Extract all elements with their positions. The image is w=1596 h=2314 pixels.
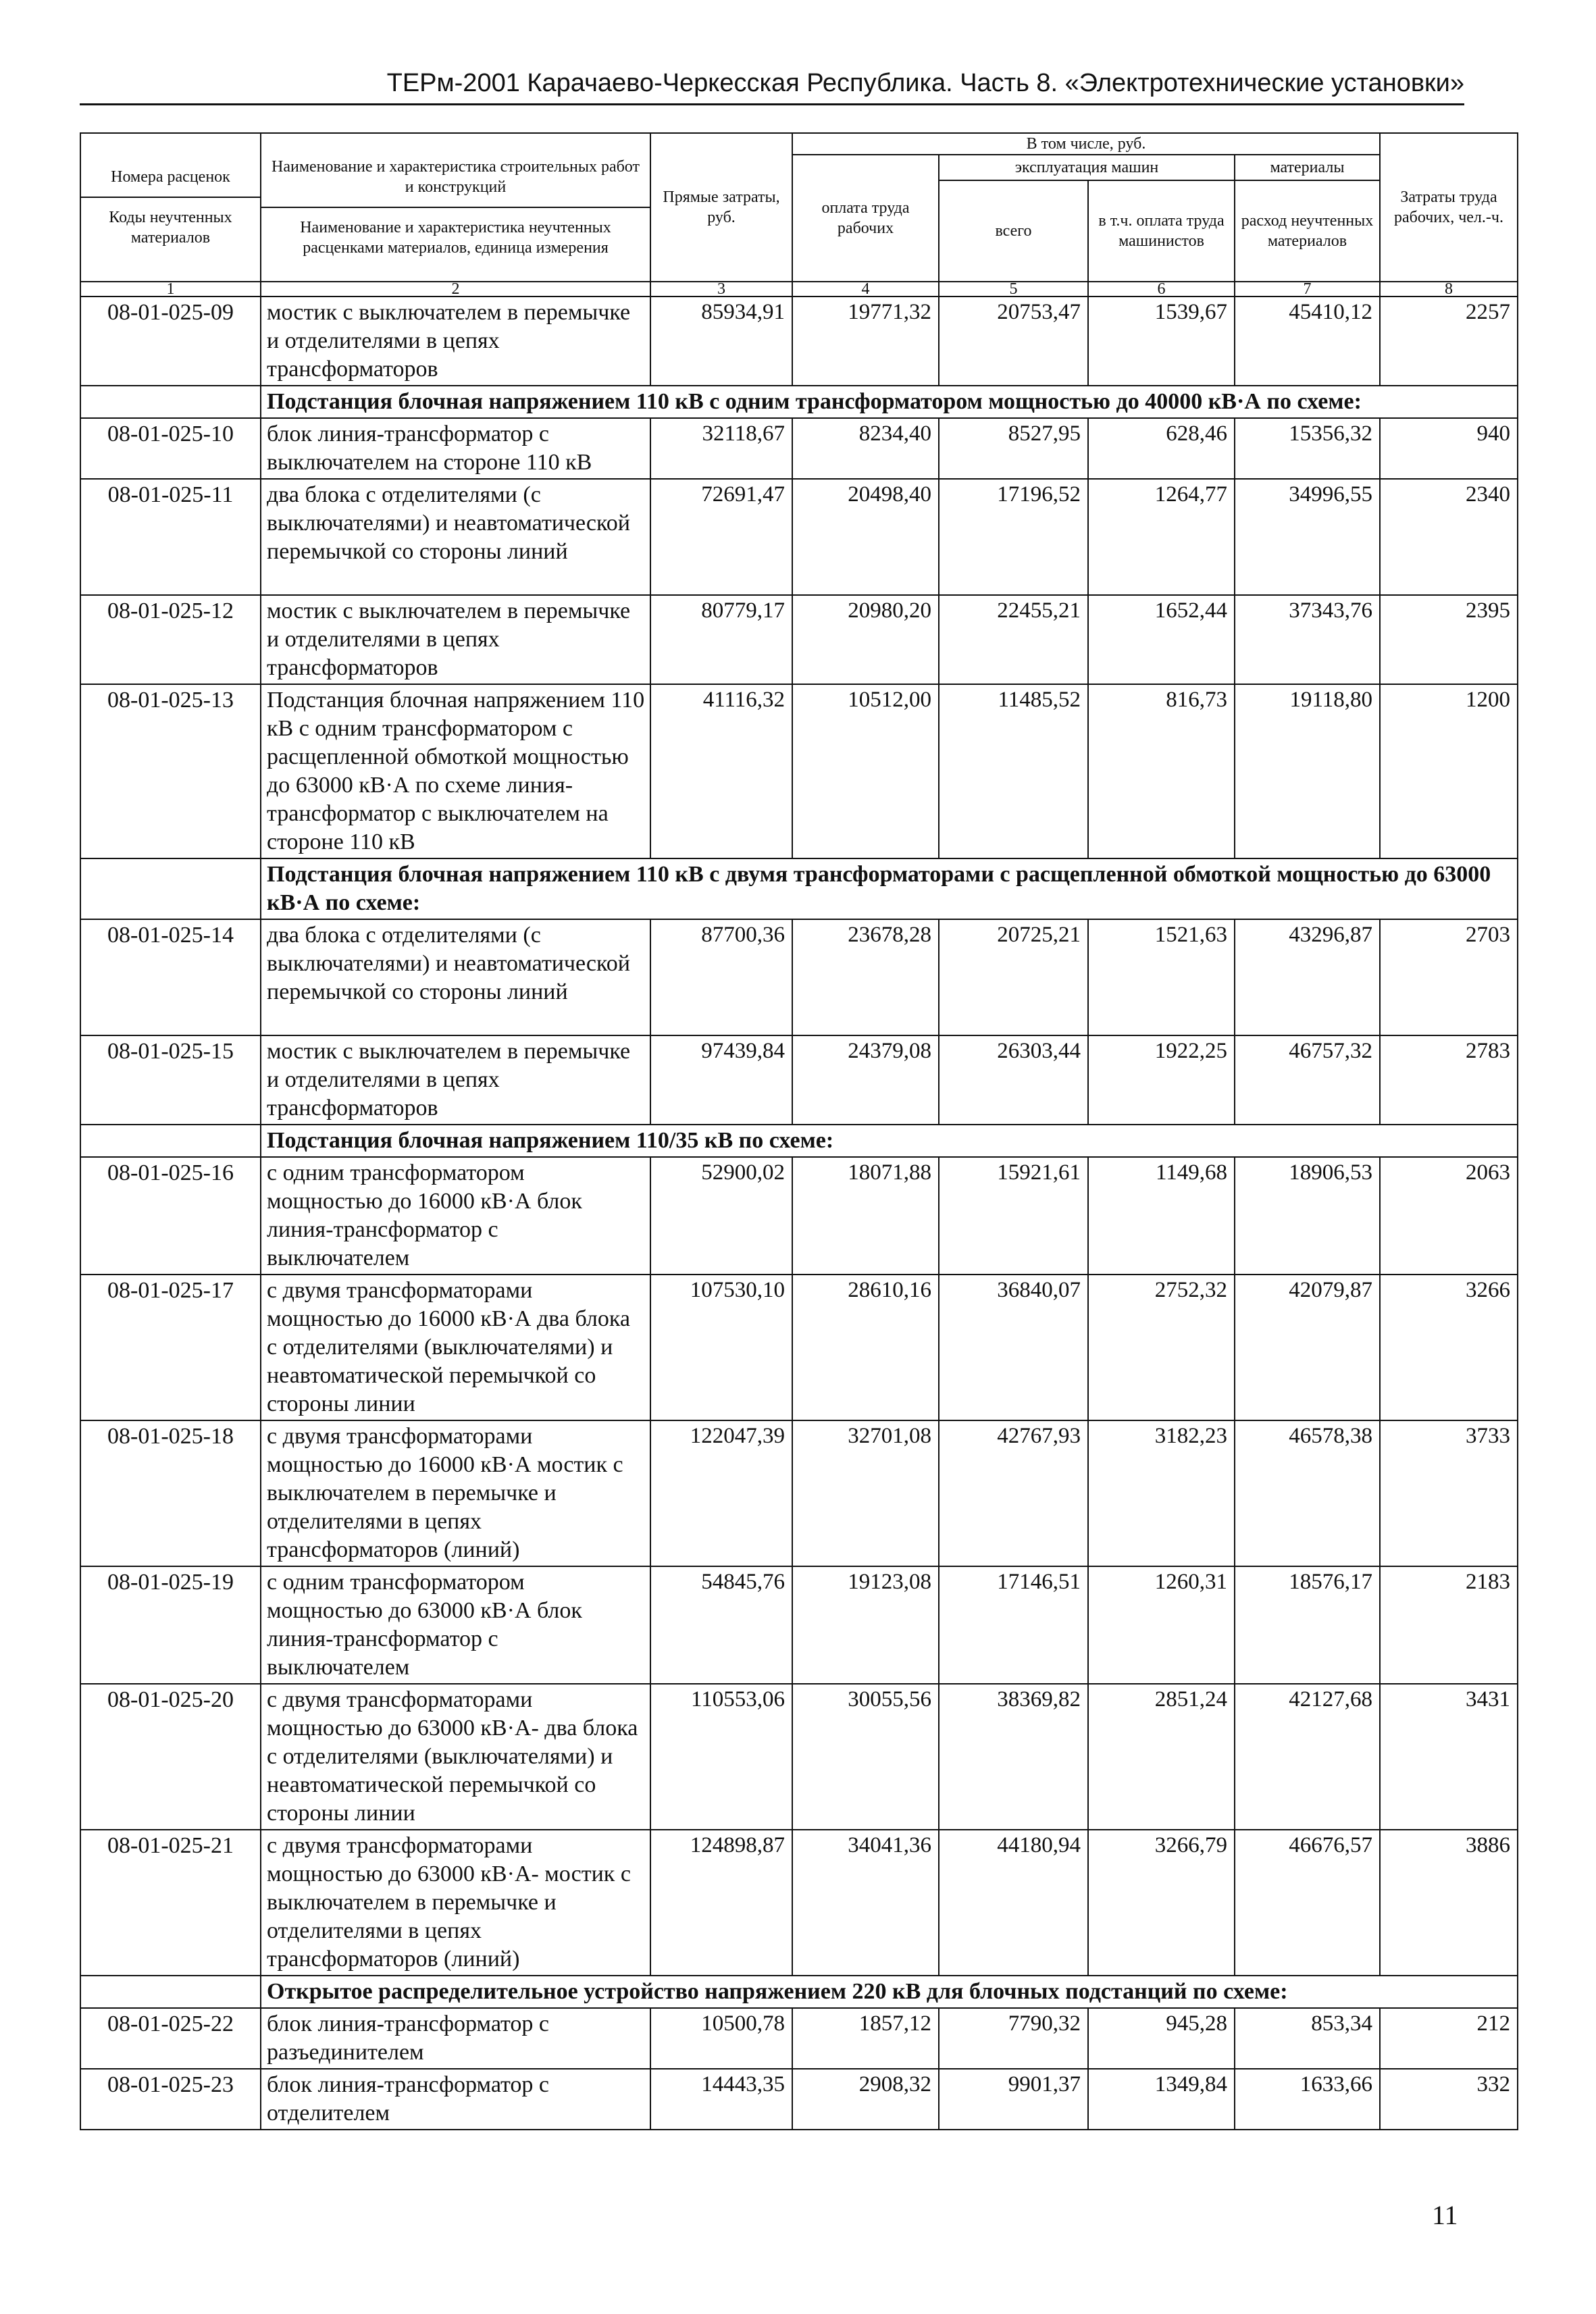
rate-code: 08-01-025-21 (80, 1830, 261, 1976)
labor-pay-cell: 28610,16 (792, 1275, 939, 1420)
labor-hours-cell: 2703 (1380, 919, 1518, 1035)
rate-code: 08-01-025-11 (80, 479, 261, 595)
labor-hours-cell: 3886 (1380, 1830, 1518, 1976)
machines-total-cell: 17196,52 (939, 479, 1088, 595)
labor-hours-cell: 332 (1380, 2069, 1518, 2130)
work-description: с двумя трансформаторами мощностью до 16000 кВ·А два блока с отделителями (выключателями) и неавтоматической перемычкой со стороны линии (261, 1275, 650, 1420)
section-row (80, 1976, 1518, 2008)
section-title: Подстанция блочная напряжением 110 кВ с одним трансформатором мощностью до 40000 кВ·А по схеме: (261, 386, 1518, 418)
rate-code: 08-01-025-16 (80, 1157, 261, 1275)
labor-pay-cell: 10512,00 (792, 684, 939, 858)
direct-costs-cell: 124898,87 (650, 1830, 792, 1976)
rate-code: 08-01-025-17 (80, 1275, 261, 1420)
section-spacer-cell (80, 1125, 261, 1157)
work-description: два блока с отделителями (с выключателями) и неавтоматической перемычкой со стороны линий (261, 479, 650, 595)
rate-code: 08-01-025-14 (80, 919, 261, 1035)
table-row (80, 595, 1518, 684)
labor-pay-cell: 1857,12 (792, 2008, 939, 2069)
machinist-pay-cell: 1149,68 (1088, 1157, 1235, 1275)
table-row (80, 919, 1518, 1035)
materials-cell: 46757,32 (1235, 1035, 1380, 1125)
machines-total-cell: 17146,51 (939, 1566, 1088, 1684)
materials-cell: 46578,38 (1235, 1420, 1380, 1566)
table-row (80, 2008, 1518, 2069)
section-title: Подстанция блочная напряжением 110/35 кВ по схеме: (261, 1125, 1518, 1157)
materials-cell: 42079,87 (1235, 1275, 1380, 1420)
direct-costs-cell: 87700,36 (650, 919, 792, 1035)
rate-code: 08-01-025-09 (80, 297, 261, 386)
col-number: 6 (1088, 282, 1235, 297)
col-number: 1 (80, 282, 261, 297)
materials-cell: 46676,57 (1235, 1830, 1380, 1976)
rate-code: 08-01-025-13 (80, 684, 261, 858)
labor-hours-cell: 2395 (1380, 595, 1518, 684)
labor-hours-cell: 3733 (1380, 1420, 1518, 1566)
labor-hours-cell: 212 (1380, 2008, 1518, 2069)
direct-costs-cell: 54845,76 (650, 1566, 792, 1684)
work-description: мостик с выключателем в перемычке и отделителями в цепях трансформаторов (261, 595, 650, 684)
including-header: В том числе, руб. (792, 133, 1380, 155)
direct-costs-cell: 41116,32 (650, 684, 792, 858)
machines-total-cell: 42767,93 (939, 1420, 1088, 1566)
table-row (80, 2069, 1518, 2130)
work-description: с двумя трансформаторами мощностью до 63000 кВ·А- мостик с выключателем в перемычке и отделителями в цепях трансформаторов (линий) (261, 1830, 650, 1976)
section-row (80, 1125, 1518, 1157)
machinist-pay-cell: 1260,31 (1088, 1566, 1235, 1684)
labor-pay-header: оплата труда рабочих (792, 155, 939, 282)
machines-total-cell: 22455,21 (939, 595, 1088, 684)
machines-total-cell: 11485,52 (939, 684, 1088, 858)
work-description: мостик с выключателем в перемычке и отделителями в цепях трансформаторов (261, 297, 650, 386)
section-row (80, 858, 1518, 919)
work-description: с двумя трансформаторами мощностью до 63000 кВ·А- два блока с отделителями (выключателями) и неавтоматической перемычкой со стороны линии (261, 1684, 650, 1830)
machines-total-cell: 36840,07 (939, 1275, 1088, 1420)
machines-total-cell: 8527,95 (939, 418, 1088, 479)
section-spacer-cell (80, 1976, 261, 2008)
labor-pay-cell: 32701,08 (792, 1420, 939, 1566)
table-row (80, 1420, 1518, 1566)
direct-costs-cell: 80779,17 (650, 595, 792, 684)
direct-costs-cell: 122047,39 (650, 1420, 792, 1566)
rate-code: 08-01-025-10 (80, 418, 261, 479)
rate-code: 08-01-025-23 (80, 2069, 261, 2130)
materials-cell: 1633,66 (1235, 2069, 1380, 2130)
labor-pay-cell: 24379,08 (792, 1035, 939, 1125)
direct-costs-cell: 32118,67 (650, 418, 792, 479)
table-row (80, 479, 1518, 595)
machinist-pay-cell: 1652,44 (1088, 595, 1235, 684)
table-row (80, 1684, 1518, 1830)
section-spacer-cell (80, 386, 261, 418)
direct-costs-cell: 14443,35 (650, 2069, 792, 2130)
direct-costs-cell: 97439,84 (650, 1035, 792, 1125)
table-row (80, 1035, 1518, 1125)
work-name-header: Наименование и характеристика строительных работ и конструкций Наименование и характеристика неучтенных расценками материалов, единица измерения (261, 133, 650, 282)
direct-costs-cell: 52900,02 (650, 1157, 792, 1275)
machinist-pay-cell: 2851,24 (1088, 1684, 1235, 1830)
work-description: блок линия-трансформатор с разъединителем (261, 2008, 650, 2069)
materials-cell: 853,34 (1235, 2008, 1380, 2069)
labor-costs-header: Затраты труда рабочих, чел.-ч. (1380, 133, 1518, 282)
labor-hours-cell: 2783 (1380, 1035, 1518, 1125)
direct-costs-cell: 85934,91 (650, 297, 792, 386)
direct-costs-cell: 10500,78 (650, 2008, 792, 2069)
rate-code: 08-01-025-12 (80, 595, 261, 684)
work-description: блок линия-трансформатор с выключателем на стороне 110 кВ (261, 418, 650, 479)
labor-hours-cell: 2063 (1380, 1157, 1518, 1275)
table-row (80, 1275, 1518, 1420)
page-header: ТЕРм-2001 Карачаево-Черкесская Республика. Часть 8. «Электротехнические установки» (80, 69, 1464, 105)
rate-code: 08-01-025-15 (80, 1035, 261, 1125)
labor-hours-cell: 2257 (1380, 297, 1518, 386)
section-spacer-cell (80, 858, 261, 919)
machines-total-cell: 7790,32 (939, 2008, 1088, 2069)
labor-pay-cell: 34041,36 (792, 1830, 939, 1976)
col-number: 4 (792, 282, 939, 297)
table-row (80, 1830, 1518, 1976)
machines-total-cell: 15921,61 (939, 1157, 1088, 1275)
machines-total-cell: 26303,44 (939, 1035, 1088, 1125)
machines-header: эксплуатация машин (939, 155, 1235, 180)
machinist-pay-cell: 945,28 (1088, 2008, 1235, 2069)
machinist-pay-cell: 2752,32 (1088, 1275, 1235, 1420)
rate-code: 08-01-025-19 (80, 1566, 261, 1684)
machinist-pay-cell: 1521,63 (1088, 919, 1235, 1035)
materials-cell: 15356,32 (1235, 418, 1380, 479)
materials-cell: 37343,76 (1235, 595, 1380, 684)
machines-total-cell: 20725,21 (939, 919, 1088, 1035)
col-number: 7 (1235, 282, 1380, 297)
labor-pay-cell: 20980,20 (792, 595, 939, 684)
col-number: 5 (939, 282, 1088, 297)
machinist-pay-cell: 1922,25 (1088, 1035, 1235, 1125)
work-description: Подстанция блочная напряжением 110 кВ с одним трансформатором с расщепленной обмоткой мощностью до 63000 кВ·А по схеме линия-трансформатор с выключателем на стороне 110 кВ (261, 684, 650, 858)
section-title: Подстанция блочная напряжением 110 кВ с двумя трансформаторами с расщепленной обмоткой мощностью до 63000 кВ·А по схеме: (261, 858, 1518, 919)
machinist-pay-header: в т.ч. оплата труда машинистов (1088, 180, 1235, 282)
labor-pay-cell: 18071,88 (792, 1157, 939, 1275)
col-number: 8 (1380, 282, 1518, 297)
col-number: 2 (261, 282, 650, 297)
labor-hours-cell: 2340 (1380, 479, 1518, 595)
table-row (80, 418, 1518, 479)
materials-cell: 43296,87 (1235, 919, 1380, 1035)
machines-total-cell: 38369,82 (939, 1684, 1088, 1830)
work-description: мостик с выключателем в перемычке и отделителями в цепях трансформаторов (261, 1035, 650, 1125)
table-body (80, 282, 1518, 2130)
materials-cell: 34996,55 (1235, 479, 1380, 595)
section-row (80, 386, 1518, 418)
machinist-pay-cell: 1539,67 (1088, 297, 1235, 386)
labor-pay-cell: 8234,40 (792, 418, 939, 479)
rate-code: 08-01-025-18 (80, 1420, 261, 1566)
labor-hours-cell: 1200 (1380, 684, 1518, 858)
labor-pay-cell: 19123,08 (792, 1566, 939, 1684)
direct-costs-cell: 110553,06 (650, 1684, 792, 1830)
materials-cell: 19118,80 (1235, 684, 1380, 858)
machinist-pay-cell: 816,73 (1088, 684, 1235, 858)
machinist-pay-cell: 3266,79 (1088, 1830, 1235, 1976)
rates-table (80, 132, 1518, 2130)
machinist-pay-cell: 1349,84 (1088, 2069, 1235, 2130)
table-row (80, 1157, 1518, 1275)
col-number: 3 (650, 282, 792, 297)
labor-hours-cell: 3431 (1380, 1684, 1518, 1830)
direct-costs-header: Прямые затраты, руб. (650, 133, 792, 282)
labor-hours-cell: 2183 (1380, 1566, 1518, 1684)
column-numbers-row (80, 282, 1518, 297)
materials-cell: 45410,12 (1235, 297, 1380, 386)
materials-cell: 18576,17 (1235, 1566, 1380, 1684)
labor-pay-cell: 20498,40 (792, 479, 939, 595)
rate-code: 08-01-025-22 (80, 2008, 261, 2069)
work-description: с двумя трансформаторами мощностью до 16000 кВ·А мостик с выключателем в перемычке и отделителями в цепях трансформаторов (линий) (261, 1420, 650, 1566)
labor-pay-cell: 19771,32 (792, 297, 939, 386)
work-description: с одним трансформатором мощностью до 16000 кВ·А блок линия-трансформатор с выключателем (261, 1157, 650, 1275)
machines-total-cell: 9901,37 (939, 2069, 1088, 2130)
table-row (80, 1566, 1518, 1684)
unaccounted-materials-header: расход неучтенных материалов (1235, 180, 1380, 282)
work-description: два блока с отделителями (с выключателями) и неавтоматической перемычкой со стороны линий (261, 919, 650, 1035)
machinist-pay-cell: 628,46 (1088, 418, 1235, 479)
labor-hours-cell: 3266 (1380, 1275, 1518, 1420)
page-number: 11 (1432, 2200, 1458, 2230)
machines-total-cell: 20753,47 (939, 297, 1088, 386)
materials-cell: 42127,68 (1235, 1684, 1380, 1830)
direct-costs-cell: 107530,10 (650, 1275, 792, 1420)
materials-header: материалы (1235, 155, 1380, 180)
labor-pay-cell: 2908,32 (792, 2069, 939, 2130)
machines-total-cell: 44180,94 (939, 1830, 1088, 1976)
machinist-pay-cell: 3182,23 (1088, 1420, 1235, 1566)
table-row (80, 684, 1518, 858)
labor-hours-cell: 940 (1380, 418, 1518, 479)
rate-numbers-header: Номера расценок Коды неучтенных материалов (80, 133, 261, 282)
rate-code: 08-01-025-20 (80, 1684, 261, 1830)
labor-pay-cell: 23678,28 (792, 919, 939, 1035)
labor-pay-cell: 30055,56 (792, 1684, 939, 1830)
section-title: Открытое распределительное устройство напряжением 220 кВ для блочных подстанций по схеме: (261, 1976, 1518, 2008)
work-description: блок линия-трансформатор с отделителем (261, 2069, 650, 2130)
materials-cell: 18906,53 (1235, 1157, 1380, 1275)
work-description: с одним трансформатором мощностью до 63000 кВ·А блок линия-трансформатор с выключателем (261, 1566, 650, 1684)
machinist-pay-cell: 1264,77 (1088, 479, 1235, 595)
direct-costs-cell: 72691,47 (650, 479, 792, 595)
machines-total-header: всего (939, 180, 1088, 282)
table-row (80, 297, 1518, 386)
table-head (80, 133, 1518, 282)
